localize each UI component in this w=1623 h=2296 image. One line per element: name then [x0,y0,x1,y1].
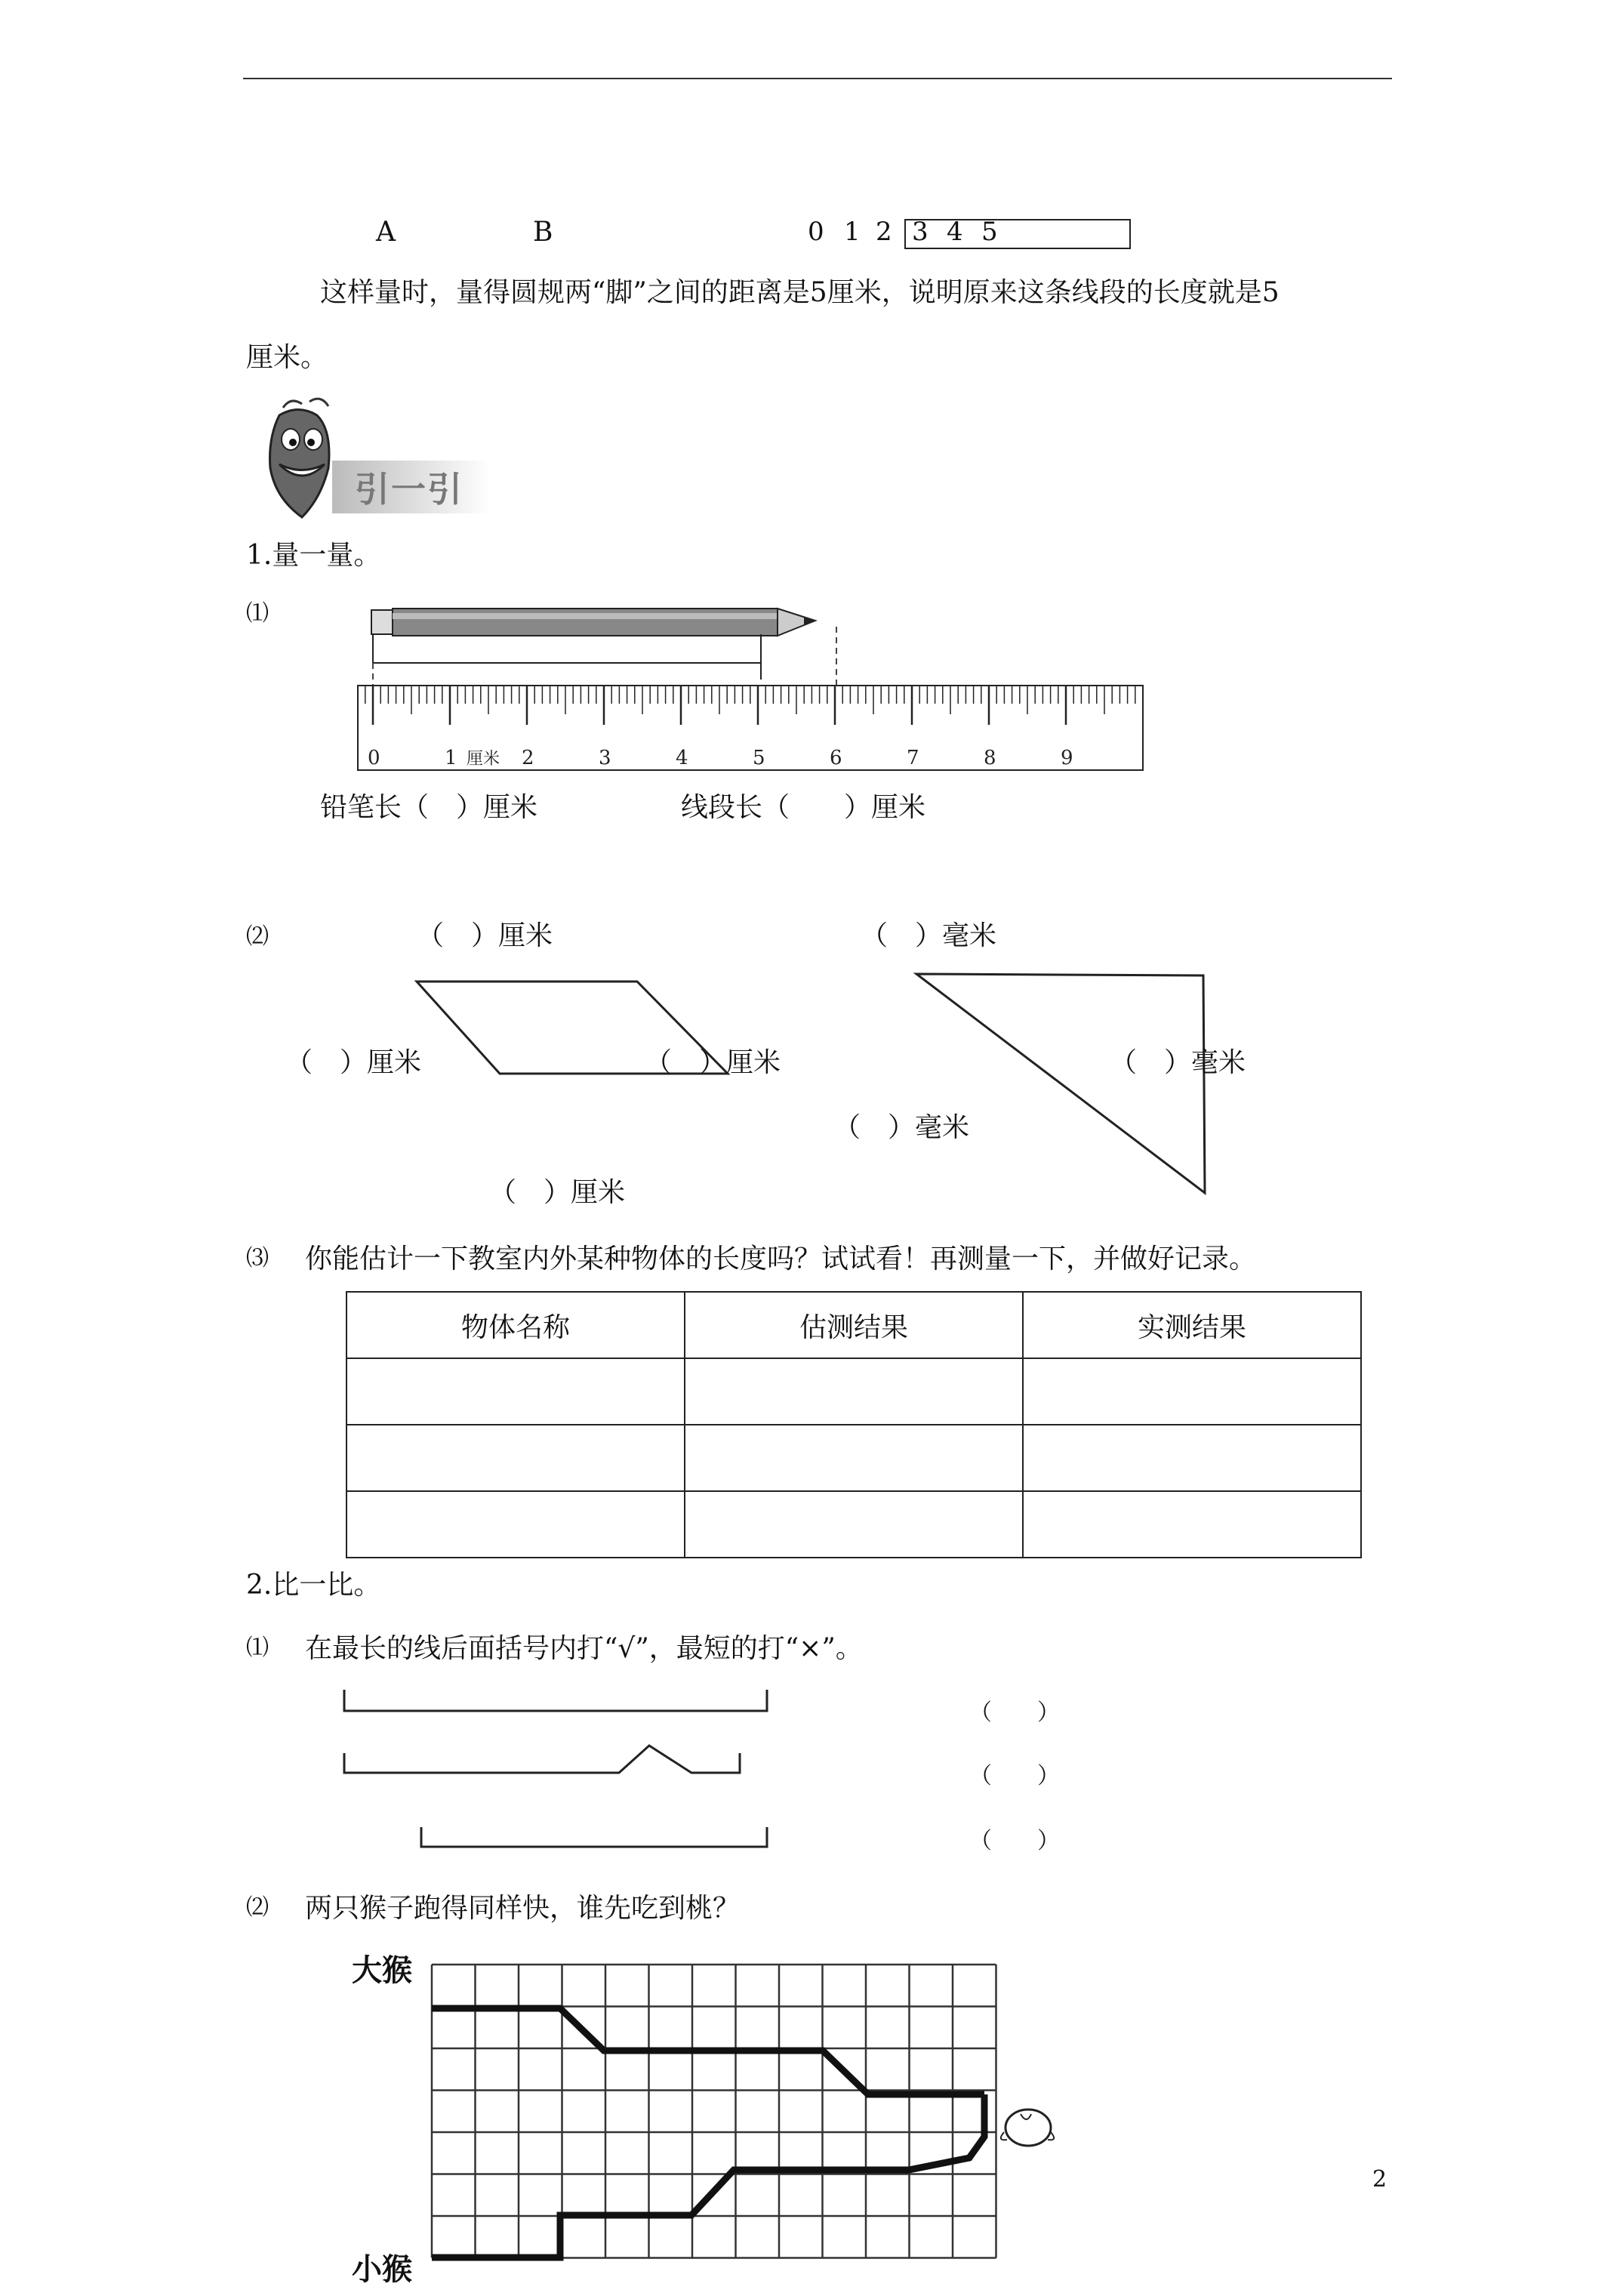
big-monkey-path [432,2008,984,2094]
table-header-row [346,1292,1361,1358]
ruler-number: 9 [1061,747,1073,769]
table-cell[interactable] [1023,1425,1361,1491]
table-row [346,1425,1361,1491]
scale-digit-2: 2 [876,217,892,247]
monkey-grid [423,1955,1072,2273]
line-2 [344,1746,740,1773]
triangle-hypotenuse-answer: （ ）毫米 [833,1112,970,1143]
label-a: A [376,217,396,248]
ruler-number: 3 [599,747,611,769]
peach-icon [1001,2110,1054,2146]
line-2-bracket[interactable]: （ ） [969,1763,1060,1789]
q2-p1-label: ⑴ [246,1635,269,1661]
header-estimate: 估测结果 [685,1292,1023,1358]
line-1 [344,1690,767,1711]
line-1-bracket[interactable]: （ ） [969,1700,1060,1726]
scale-digit-3: 3 [912,217,929,247]
scale-digit-1: 1 [844,217,861,247]
q1-p3-text: 你能估计一下教室内外某种物体的长度吗？试试看！再测量一下，并做好记录。 [305,1244,1257,1274]
mascot-banner-text: 引一引 [355,469,463,510]
ruler-number: 8 [984,747,996,769]
scale-digit-4: 4 [947,217,963,247]
table-row [346,1491,1361,1558]
table-cell[interactable] [1023,1491,1361,1558]
ruler-number: 2 [522,747,534,769]
small-monkey-path [432,2094,984,2257]
small-monkey-label: 小猴 [352,2252,412,2287]
table-cell[interactable] [685,1425,1023,1491]
pencil-length-answer: 铅笔长（ ）厘米 [320,792,538,823]
table-cell[interactable] [346,1425,685,1491]
label-b: B [533,217,553,248]
page-number: 2 [1372,2166,1387,2193]
scale-digit-5: 5 [981,217,998,247]
shapes-figure [408,966,1238,1208]
q1-p2-label: ⑵ [246,923,269,950]
table-cell[interactable] [1023,1358,1361,1425]
triangle-shape [916,974,1205,1193]
triangle-right-answer: （ ）毫米 [1110,1047,1246,1078]
q2-p2-label: ⑵ [246,1894,269,1921]
segment-length-answer: 线段长（ ）厘米 [681,792,926,823]
scale-box [904,219,1131,249]
line-3-bracket[interactable]: （ ） [969,1828,1060,1854]
parallelogram-right-answer: （ ）厘米 [645,1047,781,1078]
ruler-number: 0 [368,747,380,769]
ruler-number: 4 [676,747,688,769]
pencil-ruler-figure [347,596,1147,778]
pencil-icon [371,609,815,636]
q2-p1-text: 在最长的线后面括号内打“√”，最短的打“×”。 [305,1633,863,1664]
parallelogram-top-answer: （ ）厘米 [417,920,553,951]
table-cell[interactable] [685,1358,1023,1425]
q1-p1-label: ⑴ [246,600,269,627]
q2-title: 2.比一比。 [246,1570,381,1601]
ruler-number: 5 [753,747,765,769]
table-cell[interactable] [346,1358,685,1425]
parallelogram-bottom-answer: （ ）厘米 [489,1177,626,1208]
scale-digit-0: 0 [808,217,824,247]
table-row [346,1358,1361,1425]
q2-p2-text: 两只猴子跑得同样快，谁先吃到桃？ [305,1893,741,1924]
triangle-top-answer: （ ）毫米 [861,920,997,951]
lines-figure [340,1684,793,1857]
explanation-line-1: 这样量时，量得圆规两“脚”之间的距离是5厘米，说明原来这条线段的长度就是5 [320,277,1280,308]
ruler-number: 7 [907,747,919,769]
q1-p3-label: ⑶ [246,1245,269,1271]
table-cell[interactable] [685,1491,1023,1558]
big-monkey-label: 大猴 [352,1953,412,1988]
explanation-line-2: 厘米。 [246,342,328,373]
ruler-number: 1 [445,747,457,769]
table-cell[interactable] [346,1491,685,1558]
record-table [346,1291,1362,1558]
line-3 [421,1827,767,1847]
header-rule [243,78,1392,79]
header-measured: 实测结果 [1023,1292,1361,1358]
ruler-unit-label: 厘米 [467,750,500,769]
header-object-name: 物体名称 [346,1292,685,1358]
parallelogram-left-answer: （ ）厘米 [285,1047,422,1078]
q1-title: 1.量一量。 [246,540,381,571]
ruler-number: 6 [830,747,842,769]
